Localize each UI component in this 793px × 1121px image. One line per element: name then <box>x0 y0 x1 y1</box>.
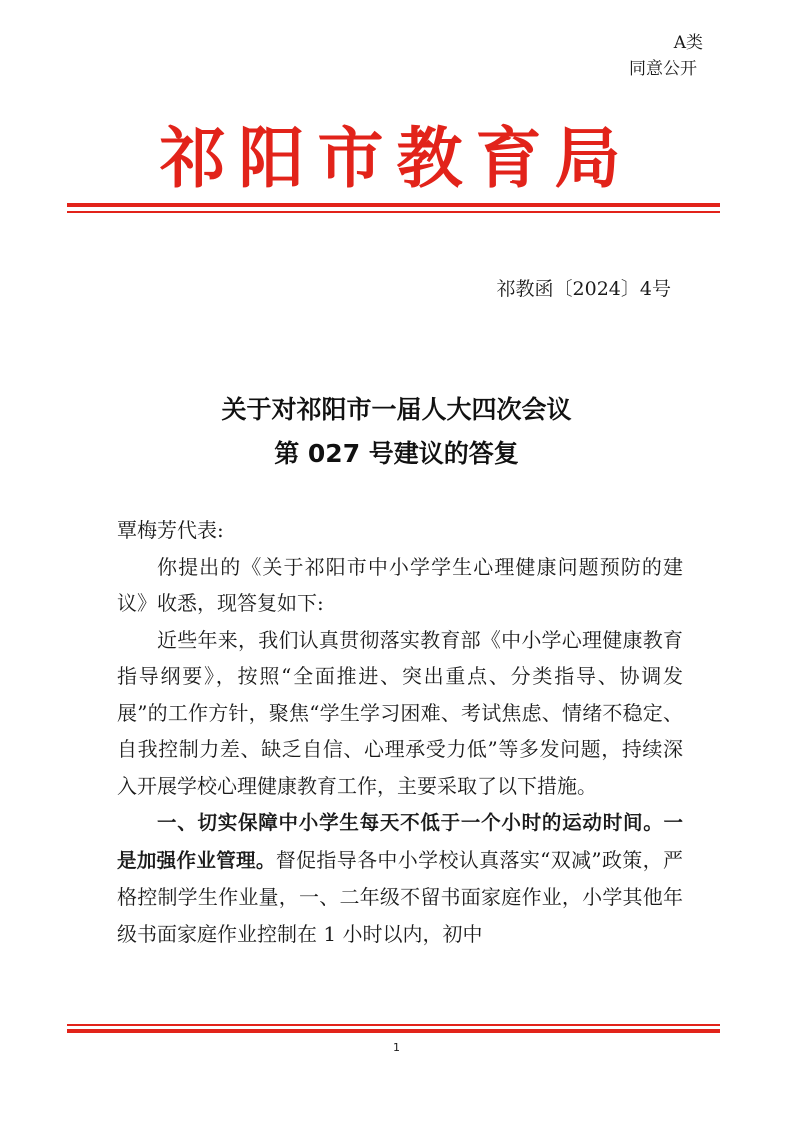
disclosure-label: 同意公开 <box>629 59 697 79</box>
paragraph-1: 你提出的《关于祁阳市中小学学生心理健康问题预防的建议》收悉，现答复如下: <box>117 554 683 615</box>
paragraph-2: 近些年来，我们认真贯彻落实教育部《中小学心理健康教育指导纲要》，按照“全面推进、突出重点、分类指导、协调发展”的工作方针，聚焦“学生学习困难、考试焦虑、情绪不稳定、自我控制力差、缺乏自信、心理承受力低”等多发问题，持续深入开展学校心理健康教育工作，主要采取了以下措施。 <box>117 627 683 798</box>
section-1-text: 督促指导各中小学校认真落实“双减”政策，严格控制学生作业量，一、二年级不留书面家庭作业，小学其他年级书面家庭作业控制在 1 小时以内，初中 <box>117 847 683 946</box>
document-title <box>0 388 793 476</box>
paragraph-3 <box>117 804 683 952</box>
footer-rule-thin <box>67 1024 720 1026</box>
page-number: 1 <box>393 1041 400 1054</box>
header-rule-thick <box>67 203 720 207</box>
org-name-header: 祁阳市教育局 <box>159 119 634 197</box>
footer-rule-thick <box>67 1029 720 1033</box>
document-number: 祁教函〔2024〕4号 <box>496 278 671 300</box>
section-1-title: 一、切实保障中小学生每天不低于一个小时的运动时间。 <box>157 811 664 834</box>
document-title-line-1: 关于对祁阳市一届人大四次会议 <box>221 395 572 424</box>
document-body <box>117 512 683 952</box>
header-rule-thin <box>67 211 720 213</box>
classification-block <box>629 30 703 82</box>
document-title-line-2: 第 027 号建议的答复 <box>274 439 519 468</box>
category-label: A类 <box>673 33 703 53</box>
section-1-subtitle: 一是加强作业管理。 <box>117 811 683 872</box>
salutation: 覃梅芳代表: <box>117 518 224 542</box>
